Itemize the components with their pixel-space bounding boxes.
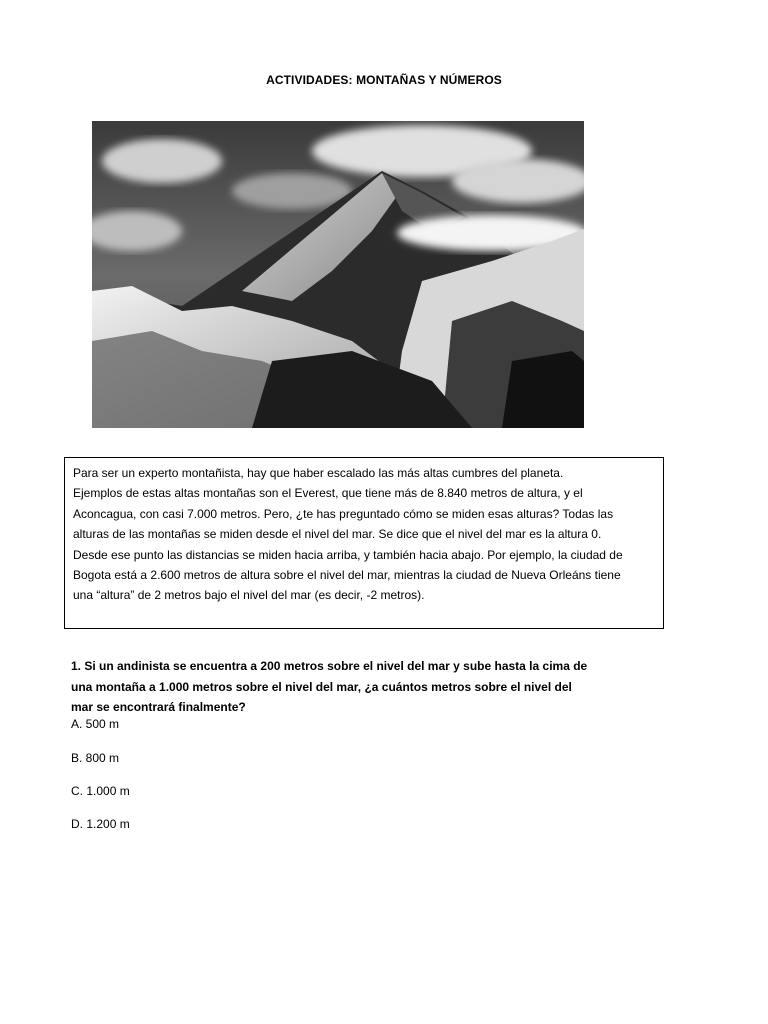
option-b: B. 800 m — [71, 751, 120, 765]
option-d: D. 1.200 m — [71, 817, 130, 831]
intro-line: alturas de las montañas se miden desde el nivel del mar. Se dice que el nivel del mar es la altura 0. — [73, 527, 602, 542]
intro-line: Bogota está a 2.600 metros de altura sobre el nivel del mar, mientras la ciudad de Nueva Orleáns tiene — [73, 568, 621, 583]
intro-text-box — [64, 457, 664, 629]
option-c: C. 1.000 m — [71, 784, 130, 798]
mountain-photo — [92, 121, 584, 428]
intro-line: Aconcagua, con casi 7.000 metros. Pero, ¿te has preguntado cómo se miden esas alturas? Todas las — [73, 506, 614, 521]
intro-line: una “altura” de 2 metros bajo el nivel del mar (es decir, -2 metros). — [73, 588, 425, 603]
intro-line: Desde ese punto las distancias se miden hacia arriba, y también hacia abajo. Por ejemplo, la ciudad de — [73, 547, 623, 562]
mountain-illustration — [92, 121, 584, 428]
intro-line: Ejemplos de estas altas montañas son el Everest, que tiene más de 8.840 metros de altura, y el — [73, 486, 583, 501]
question-line: una montaña a 1.000 metros sobre el nivel del mar, ¿a cuántos metros sobre el nivel del — [71, 679, 572, 694]
intro-line: Para ser un experto montañista, hay que haber escalado las más altas cumbres del planeta. — [73, 466, 564, 480]
question-line: mar se encontrará finalmente? — [71, 700, 246, 714]
page-title: ACTIVIDADES: MONTAÑAS Y NÚMEROS — [266, 73, 502, 87]
question-line: 1. Si un andinista se encuentra a 200 metros sobre el nivel del mar y sube hasta la cima de — [71, 659, 588, 673]
question-1 — [71, 656, 631, 718]
option-a: A. 500 m — [71, 717, 120, 731]
